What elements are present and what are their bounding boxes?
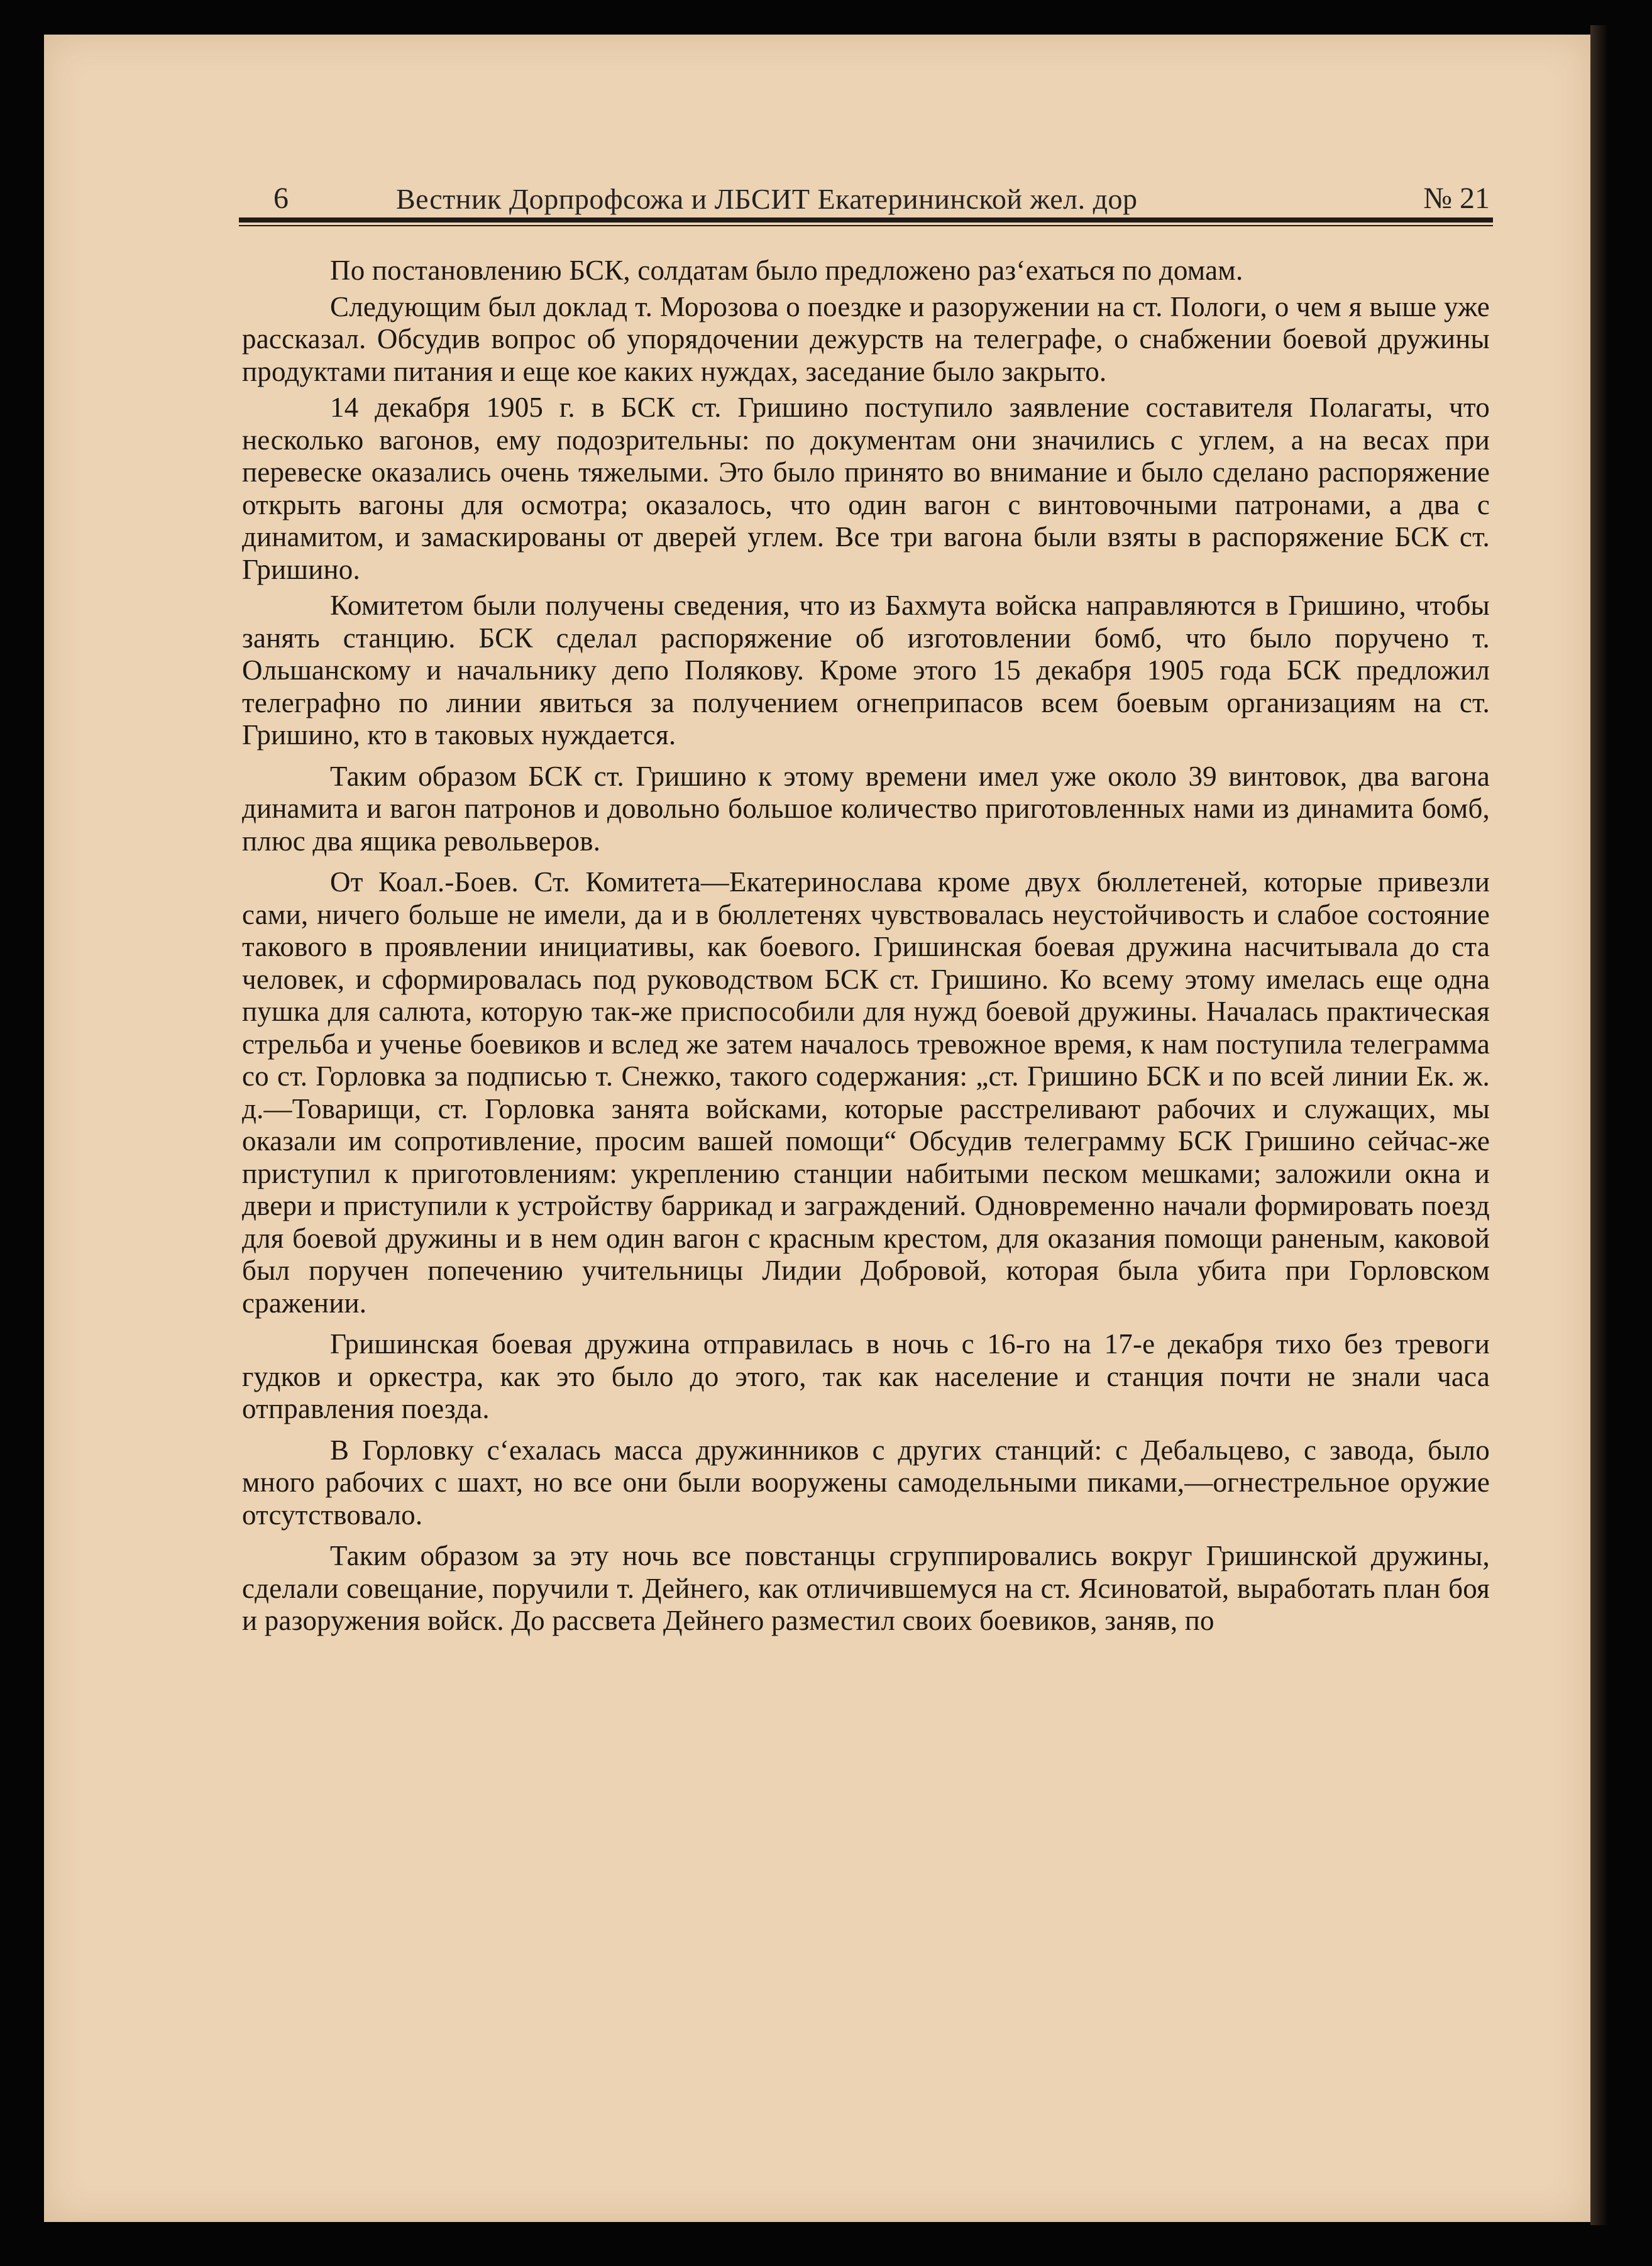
paragraph: Следующим был доклад т. Морозова о поездке и разоружении на ст. Пологи, о чем я выше уже рассказал. Обсудив вопрос об упорядочении дежурств на телеграфе, о снабжении боевой дружины продуктами питания и еще кое каких нуждах, заседание было закрыто. <box>242 290 1490 387</box>
journal-title: Вестник Дорпрофсожа и ЛБСИТ Екатерининской жел. дор <box>396 183 1138 215</box>
paragraph: Гришинская боевая дружина отправилась в ночь с 16-го на 17-е декабря тихо без тревоги гудков и оркестра, как это было до этого, так как население и станция почти не знали часа отправления поезда. <box>242 1328 1490 1424</box>
page-number: 6 <box>273 182 289 215</box>
paragraph: 14 декабря 1905 г. в БСК ст. Гришино поступило заявление составителя Полагаты, что несколько вагонов, ему подозрительны: по документам они значились с углем, а на весах при перевеске оказались очень тяжелыми. Это было принято во внимание и было сделано распоряжение открыть вагоны для осмотра; оказалось, что один вагон с винтовочными патронами, а два с динамитом, и замаскированы от дверей углем. Все три вагона были взяты в распоряжение БСК ст. Гришино. <box>242 392 1490 585</box>
running-header <box>195 176 1493 220</box>
issue-number: № 21 <box>1423 182 1490 215</box>
paragraph: Комитетом были получены сведения, что из Бахмута войска направляются в Гришино, чтобы занять станцию. БСК сделал распоряжение об изготовлении бомб, что было поручено т. Ольшанскому и начальнику депо Полякову. Кроме этого 15 декабря 1905 года БСК предложил телеграфно по линии явиться за получением огнеприпасов всем боевым организациям на ст. Гришино, кто в таковых нуждается. <box>242 590 1490 751</box>
page-spine-edge <box>1590 25 1608 2225</box>
paragraph: От Коал.-Боев. Ст. Комитета—Екатеринослава кроме двух бюллетеней, которые привезли сами, ничего больше не имели, да и в бюллетенях чувствовалась неустойчивость и слабое состояние такового в проявлении инициативы, как боевого. Гришинская боевая дружина насчитывала до ста человек, и сформировалась под руководством БСК ст. Гришино. Ко всему этому имелась еще одна пушка для салюта, которую так-же приспособили для нужд боевой дружины. Началась практическая стрельба и ученье боевиков и вслед же затем началось тревожное время, к нам поступила телеграмма со ст. Горловка за подписью т. Снежко, такого содержания: „ст. Гришино БСК и по всей линии Ек. ж. д.—Товарищи, ст. Горловка занята войсками, которые расстреливают рабочих и служащих, мы оказали им сопротивление, просим вашей помощи“ Обсудив телеграмму БСК Гришино сейчас-же приступил к приготовлениям: укреплению станции набитыми песком мешками; заложили окна и двери и приступили к устройству баррикад и заграждений. Одновременно начали формировать поезд для боевой дружины и в нем один вагон с красным крестом, для оказания помощи раненым, каковой был поручен попечению учительницы Лидии Добровой, которая была убита при Горловском сражении. <box>242 866 1490 1319</box>
paragraph: Таким образом БСК ст. Гришино к этому времени имел уже около 39 винтовок, два вагона динамита и вагон патронов и довольно большое количество приготовленных нами из динамита бомб, плюс два ящика револьверов. <box>242 760 1490 857</box>
body-text <box>242 255 1490 1641</box>
header-rule-thin <box>239 225 1493 226</box>
paragraph: В Горловку с‘ехалась масса дружинников с других станций: с Дебальцево, с завода, было много рабочих с шахт, но все они были вооружены самодельными пиками,—огнестрельное оружие отсутствовало. <box>242 1434 1490 1531</box>
paragraph: Таким образом за эту ночь все повстанцы сгруппировались вокруг Гришинской дружины, сделали совещание, поручили т. Дейнего, как отличившемуся на ст. Ясиноватой, выработать план боя и разоружения войск. До рассвета Дейнего разместил своих боевиков, заняв, по <box>242 1540 1490 1636</box>
paragraph: По постановлению БСК, солдатам было предложено раз‘ехаться по домам. <box>330 255 1243 286</box>
header-rule-thick <box>239 217 1493 223</box>
